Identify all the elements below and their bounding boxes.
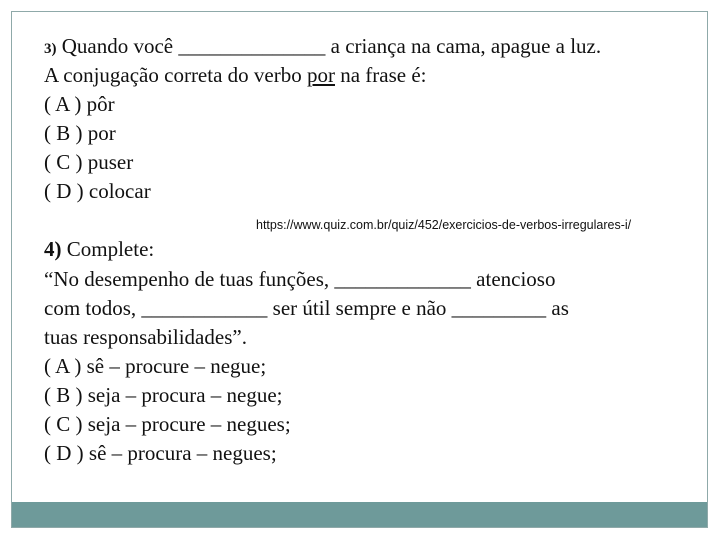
q3-option-b: ( B ) por [44,121,116,145]
q4-heading [44,236,154,262]
q4-title: Complete: [61,237,155,261]
q4-quote-line-1: “No desempenho de tuas funções, _____________ atencioso [44,267,556,291]
q3-option-a: ( A ) pôr [44,92,115,116]
q3-option-c: ( C ) puser [44,150,134,174]
q4-quote-line-3: tuas responsabilidades”. [44,325,247,349]
q3-stem [44,33,601,62]
q3-number: 3) [44,41,57,57]
q3-instruction-before: A conjugação correta do verbo [44,63,307,87]
q4-number: 4) [44,237,62,261]
q3-instruction [44,62,427,88]
q4-option-a: ( A ) sê – procure – negue; [44,354,267,378]
q3-underlined-verb: por [306,63,335,87]
q4-quote-line-2: com todos, ____________ ser útil sempre e não _________ as [44,296,569,320]
q3-instruction-after: na frase é: [334,63,427,87]
q4-option-c: ( C ) seja – procure – negues; [44,412,291,436]
slide-footer-bar [12,502,707,527]
q4-option-b: ( B ) seja – procura – negue; [44,383,283,407]
q4-option-d: ( D ) sê – procura – negues; [44,441,277,465]
q3-stem-text: Quando você ______________ a criança na cama, apague a luz. [56,34,602,58]
q3-option-d: ( D ) colocar [44,179,151,203]
source-url: https://www.quiz.com.br/quiz/452/exercicios-de-verbos-irregulares-i/ [256,218,632,232]
